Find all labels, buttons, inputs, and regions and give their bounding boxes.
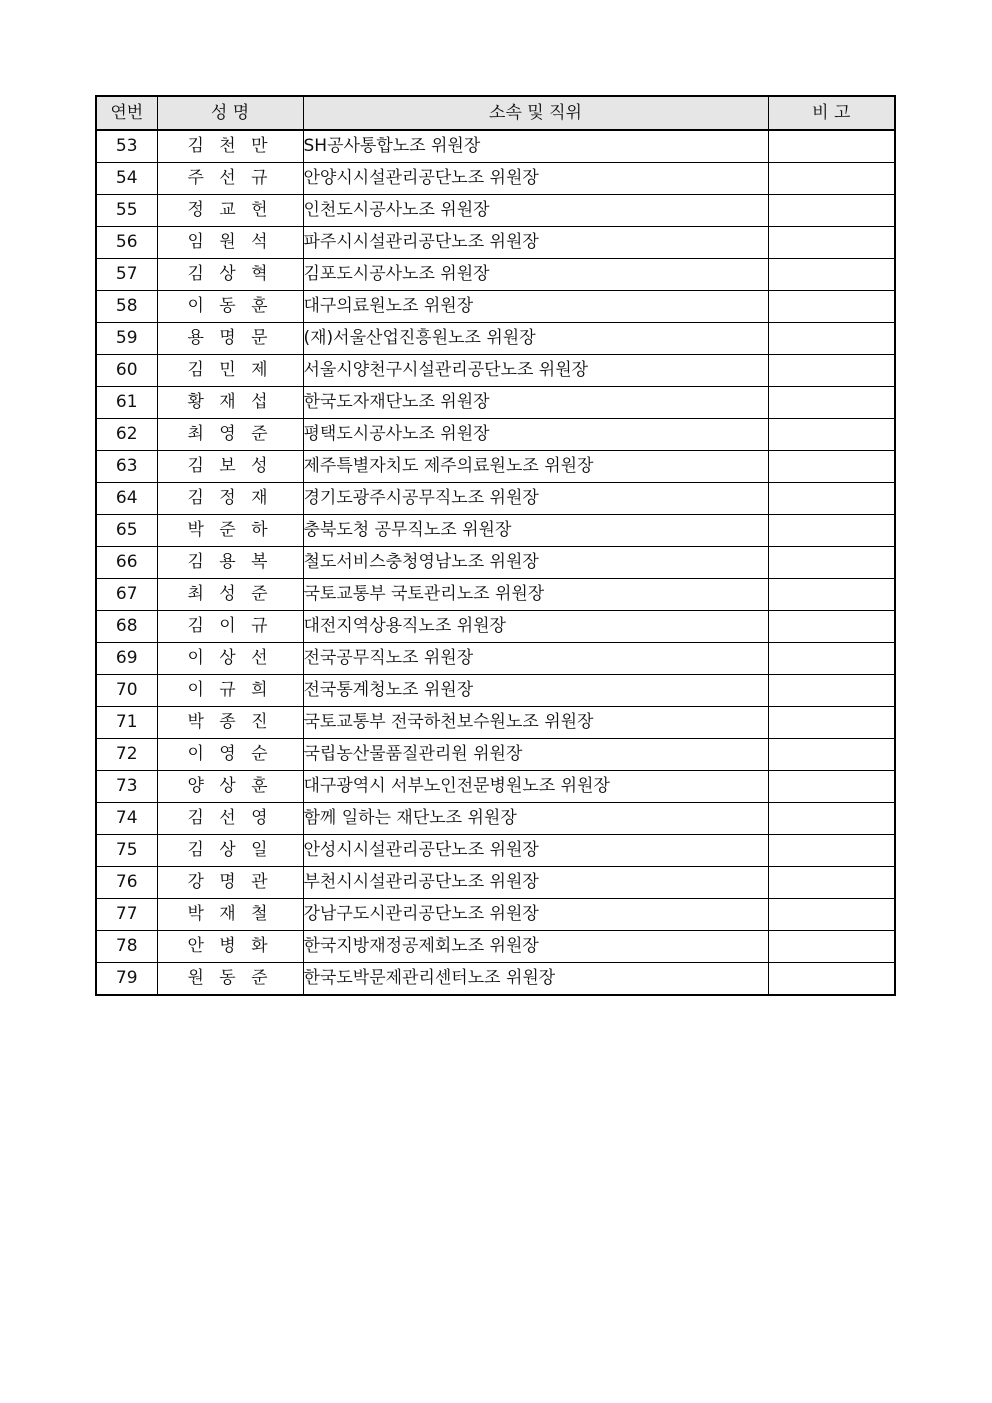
member-note <box>768 483 895 515</box>
row-number: 64 <box>96 483 157 515</box>
table-body <box>96 130 895 995</box>
member-note <box>768 130 895 163</box>
member-affiliation: 인천도시공사노조 위원장 <box>303 195 768 227</box>
row-number: 79 <box>96 963 157 996</box>
table-row <box>96 195 895 227</box>
member-note <box>768 195 895 227</box>
member-name: 김 상 혁 <box>157 259 303 291</box>
member-affiliation: 국립농산물품질관리원 위원장 <box>303 739 768 771</box>
member-note <box>768 771 895 803</box>
member-affiliation: 한국도박문제관리센터노조 위원장 <box>303 963 768 996</box>
row-number: 60 <box>96 355 157 387</box>
row-number: 56 <box>96 227 157 259</box>
member-note <box>768 515 895 547</box>
row-number: 67 <box>96 579 157 611</box>
table-row <box>96 931 895 963</box>
table-row <box>96 835 895 867</box>
member-note <box>768 355 895 387</box>
row-number: 65 <box>96 515 157 547</box>
table-row <box>96 259 895 291</box>
table-row <box>96 323 895 355</box>
member-name: 안 병 화 <box>157 931 303 963</box>
member-name: 김 이 규 <box>157 611 303 643</box>
row-number: 70 <box>96 675 157 707</box>
member-note <box>768 547 895 579</box>
member-note <box>768 899 895 931</box>
member-name: 김 민 제 <box>157 355 303 387</box>
member-name: 김 보 성 <box>157 451 303 483</box>
member-note <box>768 707 895 739</box>
member-note <box>768 227 895 259</box>
member-affiliation: 한국지방재정공제회노조 위원장 <box>303 931 768 963</box>
member-name: 이 규 희 <box>157 675 303 707</box>
member-name: 최 영 준 <box>157 419 303 451</box>
table-row <box>96 515 895 547</box>
member-affiliation: 경기도광주시공무직노조 위원장 <box>303 483 768 515</box>
member-affiliation: 충북도청 공무직노조 위원장 <box>303 515 768 547</box>
table-row <box>96 387 895 419</box>
table-row <box>96 803 895 835</box>
header-row <box>96 96 895 130</box>
table-row <box>96 419 895 451</box>
member-name: 박 종 진 <box>157 707 303 739</box>
table-row <box>96 227 895 259</box>
member-affiliation: 제주특별자치도 제주의료원노조 위원장 <box>303 451 768 483</box>
member-affiliation: 평택도시공사노조 위원장 <box>303 419 768 451</box>
member-name: 김 천 만 <box>157 130 303 163</box>
member-note <box>768 675 895 707</box>
member-roster-table <box>95 95 896 996</box>
header-note: 비 고 <box>768 96 895 130</box>
table-row <box>96 291 895 323</box>
table-row <box>96 707 895 739</box>
member-note <box>768 579 895 611</box>
member-name: 이 상 선 <box>157 643 303 675</box>
member-name: 박 준 하 <box>157 515 303 547</box>
member-affiliation: 안성시시설관리공단노조 위원장 <box>303 835 768 867</box>
member-note <box>768 611 895 643</box>
row-number: 55 <box>96 195 157 227</box>
member-name: 김 상 일 <box>157 835 303 867</box>
member-name: 최 성 준 <box>157 579 303 611</box>
header-no: 연번 <box>96 96 157 130</box>
member-name: 김 선 영 <box>157 803 303 835</box>
member-affiliation: 파주시시설관리공단노조 위원장 <box>303 227 768 259</box>
member-note <box>768 643 895 675</box>
member-name: 이 영 순 <box>157 739 303 771</box>
table-row <box>96 547 895 579</box>
member-name: 황 재 섭 <box>157 387 303 419</box>
row-number: 73 <box>96 771 157 803</box>
table-row <box>96 611 895 643</box>
member-affiliation: 철도서비스충청영남노조 위원장 <box>303 547 768 579</box>
member-affiliation: 대전지역상용직노조 위원장 <box>303 611 768 643</box>
table-row <box>96 739 895 771</box>
row-number: 78 <box>96 931 157 963</box>
member-affiliation: (재)서울산업진흥원노조 위원장 <box>303 323 768 355</box>
member-note <box>768 163 895 195</box>
member-affiliation: 안양시시설관리공단노조 위원장 <box>303 163 768 195</box>
member-name: 강 명 관 <box>157 867 303 899</box>
header-name: 성 명 <box>157 96 303 130</box>
row-number: 66 <box>96 547 157 579</box>
member-note <box>768 803 895 835</box>
row-number: 72 <box>96 739 157 771</box>
table-row <box>96 867 895 899</box>
table-row <box>96 963 895 996</box>
member-note <box>768 323 895 355</box>
member-affiliation: 한국도자재단노조 위원장 <box>303 387 768 419</box>
row-number: 74 <box>96 803 157 835</box>
member-note <box>768 963 895 996</box>
member-note <box>768 387 895 419</box>
row-number: 59 <box>96 323 157 355</box>
member-name: 원 동 준 <box>157 963 303 996</box>
row-number: 69 <box>96 643 157 675</box>
table-row <box>96 163 895 195</box>
table-row <box>96 771 895 803</box>
member-name: 용 명 문 <box>157 323 303 355</box>
member-note <box>768 451 895 483</box>
member-name: 정 교 헌 <box>157 195 303 227</box>
member-name: 김 용 복 <box>157 547 303 579</box>
header-affiliation: 소속 및 직위 <box>303 96 768 130</box>
member-affiliation: 김포도시공사노조 위원장 <box>303 259 768 291</box>
member-note <box>768 291 895 323</box>
row-number: 75 <box>96 835 157 867</box>
member-note <box>768 739 895 771</box>
row-number: 53 <box>96 130 157 163</box>
member-note <box>768 259 895 291</box>
member-affiliation: 국토교통부 국토관리노조 위원장 <box>303 579 768 611</box>
member-affiliation: 전국공무직노조 위원장 <box>303 643 768 675</box>
row-number: 61 <box>96 387 157 419</box>
table-row <box>96 130 895 163</box>
row-number: 63 <box>96 451 157 483</box>
row-number: 57 <box>96 259 157 291</box>
member-name: 주 선 규 <box>157 163 303 195</box>
row-number: 54 <box>96 163 157 195</box>
member-affiliation: 국토교통부 전국하천보수원노조 위원장 <box>303 707 768 739</box>
member-affiliation: 서울시양천구시설관리공단노조 위원장 <box>303 355 768 387</box>
member-note <box>768 931 895 963</box>
member-name: 양 상 훈 <box>157 771 303 803</box>
member-name: 이 동 훈 <box>157 291 303 323</box>
table-row <box>96 643 895 675</box>
member-note <box>768 867 895 899</box>
member-name: 박 재 철 <box>157 899 303 931</box>
member-name: 임 원 석 <box>157 227 303 259</box>
row-number: 71 <box>96 707 157 739</box>
member-affiliation: 대구의료원노조 위원장 <box>303 291 768 323</box>
row-number: 77 <box>96 899 157 931</box>
row-number: 62 <box>96 419 157 451</box>
row-number: 76 <box>96 867 157 899</box>
member-affiliation: SH공사통합노조 위원장 <box>303 130 768 163</box>
row-number: 58 <box>96 291 157 323</box>
table-row <box>96 675 895 707</box>
table-row <box>96 483 895 515</box>
table-row <box>96 451 895 483</box>
table-row <box>96 355 895 387</box>
member-affiliation: 전국통계청노조 위원장 <box>303 675 768 707</box>
member-affiliation: 강남구도시관리공단노조 위원장 <box>303 899 768 931</box>
member-affiliation: 대구광역시 서부노인전문병원노조 위원장 <box>303 771 768 803</box>
table-header <box>96 96 895 130</box>
member-affiliation: 함께 일하는 재단노조 위원장 <box>303 803 768 835</box>
member-note <box>768 419 895 451</box>
table-row <box>96 899 895 931</box>
member-note <box>768 835 895 867</box>
row-number: 68 <box>96 611 157 643</box>
member-name: 김 정 재 <box>157 483 303 515</box>
member-affiliation: 부천시시설관리공단노조 위원장 <box>303 867 768 899</box>
table-row <box>96 579 895 611</box>
